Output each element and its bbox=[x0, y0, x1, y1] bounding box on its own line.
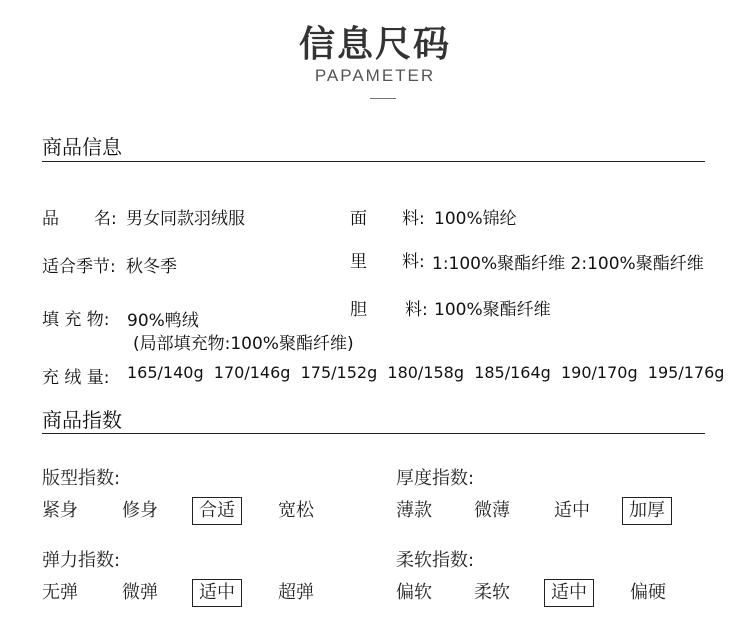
fit-option-3-selected: 合适 bbox=[192, 497, 242, 525]
product-index-divider bbox=[42, 433, 705, 434]
elasticity-index-title: 弹力指数: bbox=[42, 550, 121, 571]
title-divider bbox=[370, 98, 396, 99]
softness-option-4: 偏硬 bbox=[630, 582, 666, 603]
fit-index-title: 版型指数: bbox=[42, 468, 121, 489]
product-info-heading: 商品信息 bbox=[42, 135, 122, 159]
page-title: 信息尺码 bbox=[298, 24, 451, 65]
softness-option-3-selected: 适中 bbox=[544, 579, 594, 607]
season-label: 适合季节: bbox=[42, 257, 116, 277]
filling-label: 填 充 物: bbox=[42, 310, 110, 330]
fabric-value: 100%锦纶 bbox=[434, 209, 517, 229]
fill-weight-value: 165/140g 170/146g 175/152g 180/158g 185/164g 190/170g 195/176g bbox=[127, 363, 725, 382]
fill-weight-label: 充 绒 量: bbox=[42, 368, 110, 388]
lining-value: 1:100%聚酯纤维 2:100%聚酯纤维 bbox=[432, 254, 704, 274]
softness-option-1: 偏软 bbox=[396, 582, 432, 603]
filling-value: 90%鸭绒 bbox=[127, 311, 199, 331]
name-value: 男女同款羽绒服 bbox=[126, 209, 245, 229]
elasticity-option-2: 微弹 bbox=[122, 582, 158, 603]
elasticity-option-3-selected: 适中 bbox=[192, 579, 242, 607]
lining-label-a: 里 bbox=[350, 252, 367, 272]
elasticity-option-4: 超弹 bbox=[278, 582, 314, 603]
thickness-index-title: 厚度指数: bbox=[396, 468, 475, 489]
season-value: 秋冬季 bbox=[126, 257, 177, 277]
filling-note: (局部填充物:100%聚酯纤维) bbox=[133, 334, 354, 354]
liner-value: 100%聚酯纤维 bbox=[434, 300, 551, 320]
elasticity-option-1: 无弹 bbox=[42, 582, 78, 603]
lining-label-b: 料: bbox=[402, 252, 425, 272]
page-subtitle: PAPAMETER bbox=[314, 66, 436, 85]
fit-option-4: 宽松 bbox=[278, 500, 314, 521]
thickness-option-1: 薄款 bbox=[396, 500, 432, 521]
fabric-label-b: 料: bbox=[402, 209, 425, 229]
liner-label-b: 料: bbox=[405, 300, 428, 320]
product-index-heading: 商品指数 bbox=[42, 408, 122, 432]
fit-option-2: 修身 bbox=[122, 500, 158, 521]
liner-label-a: 胆 bbox=[350, 300, 367, 320]
fabric-label-a: 面 bbox=[350, 209, 367, 229]
thickness-option-4-selected: 加厚 bbox=[622, 497, 672, 525]
product-info-divider bbox=[42, 161, 705, 162]
thickness-option-3: 适中 bbox=[554, 500, 590, 521]
softness-index-title: 柔软指数: bbox=[396, 550, 475, 571]
name-label-b: 名: bbox=[94, 209, 117, 229]
thickness-option-2: 微薄 bbox=[474, 500, 510, 521]
name-label-a: 品 bbox=[42, 209, 59, 229]
softness-option-2: 柔软 bbox=[474, 582, 510, 603]
fit-option-1: 紧身 bbox=[42, 500, 78, 521]
